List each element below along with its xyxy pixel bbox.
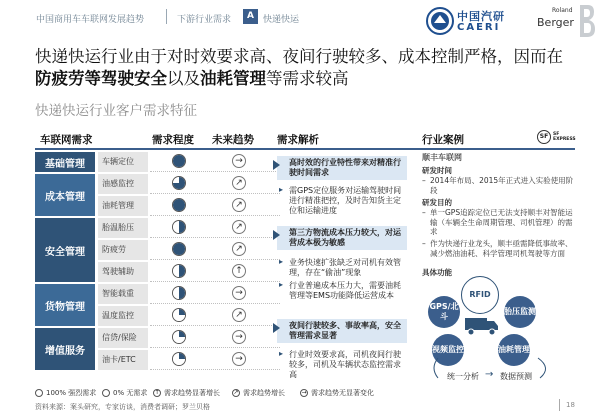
analysis-label: 统一分析	[447, 372, 479, 381]
case-s2-text-2: 作为快递行业龙头，顺丰亟需降低事故率、减少燃油油耗、科学管理司机驾驶等方面	[430, 239, 573, 258]
need-item: 油耗管理	[98, 196, 148, 216]
trend-icon: →	[232, 330, 246, 344]
table-row	[150, 284, 280, 304]
triangle-icon	[273, 160, 280, 170]
col-header-level: 需求程度	[152, 134, 194, 146]
analysis-bullet: 需GPS定位服务对运输驾驶时间进行精准把控，及时告知货主定位和运输进度	[289, 186, 402, 215]
triangle-icon	[273, 230, 280, 240]
col-header-analysis: 需求解析	[277, 134, 319, 146]
subtitle: 快递快运行业客户需求特征	[35, 103, 197, 119]
need-item: 油卡/ETC	[98, 350, 148, 370]
analysis-bullet: 业务快速扩张缺乏对司机有效管理，存在“偷油”现象	[289, 258, 401, 277]
rb-b-icon	[578, 4, 596, 38]
trend-icon: ↗	[232, 176, 246, 190]
case-s2-item-1	[422, 208, 574, 237]
case-s2-text-1: 单一GPS追踪定位已无法支持顺丰对智能运输（车辆全生命周期管理、司机管理）的需求	[430, 208, 573, 236]
category-5: 增值服务	[35, 328, 95, 370]
footer-source: 资料来源：案头研究，专家访谈，消费者调研；罗兰贝格	[35, 403, 210, 411]
caeri-logo	[426, 6, 510, 36]
bullet-icon: –	[422, 176, 426, 185]
bullet-icon: –	[422, 239, 426, 248]
caeri-emblem-icon	[426, 7, 454, 35]
case-s2-item-2	[422, 239, 574, 258]
trend-icon: ↗	[232, 308, 246, 322]
sf-icon: SF	[537, 130, 551, 144]
caeri-logo-en: CAERI	[457, 22, 501, 33]
headline-bold1: 防疲劳等驾驶安全	[35, 69, 167, 88]
need-item: 油感监控	[98, 174, 148, 194]
headline-part3: 等需求较高	[266, 69, 349, 88]
case-section2-title: 研发目的	[422, 198, 452, 207]
demand-level-icon	[172, 264, 186, 278]
demand-level-icon	[172, 330, 186, 344]
video-node: 视频监控	[432, 334, 464, 366]
breadcrumb-separator	[166, 9, 167, 24]
table-row	[150, 196, 280, 216]
predict-label: 数据预测	[500, 372, 532, 381]
col-header-trend: 未来趋势	[212, 134, 254, 146]
table-row	[150, 306, 280, 326]
trend-icon: ↗	[232, 242, 246, 256]
demand-level-icon	[35, 389, 43, 397]
trend-icon: →	[232, 154, 246, 168]
fuel-node: 油耗管理	[498, 334, 530, 366]
case-s1-item	[422, 176, 574, 195]
need-item: 信贷/保险	[98, 328, 148, 348]
need-item: 车辆定位	[98, 152, 148, 172]
legend-trend-icon: →	[301, 389, 307, 396]
trend-icon: ↗	[232, 220, 246, 234]
page-number: 18	[566, 401, 575, 409]
bullet-icon: ▸	[279, 349, 284, 358]
demand-level-icon	[172, 308, 186, 322]
sf-express-logo	[537, 129, 575, 145]
analysis-highlight: 高时效的行业特性带来对精准行驶时间需求	[277, 156, 407, 180]
headline-part1: 快递快运行业由于对时效要求高、夜间行驶较多、成本控制严格，因而在	[35, 47, 563, 66]
top-bar	[0, 0, 600, 40]
category-3: 安全管理	[35, 218, 95, 282]
breadcrumb-item-2: 下游行业需求	[177, 15, 232, 25]
need-item: 防疲劳	[98, 240, 148, 260]
case-section1-title: 研发时间	[422, 166, 452, 175]
gps-node: GPS/北斗	[428, 296, 460, 328]
need-item: 智能载重	[98, 284, 148, 304]
legend-label: 100% 强烈需求	[46, 389, 97, 397]
tire-node: 胎压监测	[504, 296, 536, 328]
table-row	[150, 218, 280, 238]
legend-label: 需求趋势增长	[243, 389, 285, 397]
legend-label: 需求趋势无显著变化	[311, 389, 374, 397]
headline-bold2: 油耗管理	[200, 69, 266, 88]
rb-logo-line1: Roland	[552, 7, 573, 14]
table-row	[150, 262, 280, 282]
case-s1-text: 2014年布局、2015年正式进入实验使用阶段	[430, 176, 574, 195]
rfid-node: RFID	[461, 276, 499, 314]
trend-icon: ↗	[232, 198, 246, 212]
category-1: 基础管理	[35, 152, 95, 172]
breadcrumb-badge: A	[243, 9, 258, 24]
table-row	[150, 152, 280, 172]
analysis-highlight: 夜间行驶较多、事故率高，安全管理需求显著	[277, 319, 407, 343]
header-rule	[35, 148, 575, 150]
breadcrumb-item-1: 中国商用车车联网发展趋势	[36, 15, 145, 25]
analysis-highlight: 第三方物流成本压力较大，对运营成本极为敏感	[277, 226, 407, 250]
legend-label: 0% 无需求	[113, 389, 148, 397]
legend-trend-icon: ↑	[154, 389, 160, 396]
sf-logo-text: SF EXPRESS	[553, 132, 576, 142]
category-2: 成本管理	[35, 174, 95, 216]
need-item: 驾驶辅助	[98, 262, 148, 282]
breadcrumb-item-3: 快递快运	[263, 15, 300, 25]
headline-part2: 以及	[167, 69, 200, 88]
category-4: 货物管理	[35, 284, 95, 326]
roland-berger-logo	[516, 4, 596, 38]
legend-label: 需求趋势显著增长	[164, 389, 220, 397]
bullet-icon: ▸	[279, 280, 284, 289]
trend-icon: →	[232, 286, 246, 300]
table-row	[150, 174, 280, 194]
truck-icon	[464, 314, 500, 336]
page-separator	[559, 399, 560, 411]
demand-level-icon	[102, 389, 110, 397]
trend-icon: →	[232, 352, 246, 366]
table-row	[150, 328, 280, 348]
caeri-logo-cn: 中国汽研	[457, 10, 505, 23]
demand-level-icon	[172, 176, 186, 190]
col-header-need: 车联网需求	[40, 134, 93, 146]
bullet-icon: –	[422, 208, 426, 217]
demand-level-icon	[172, 220, 186, 234]
case-section3-title: 具体功能	[422, 268, 452, 277]
analysis-bullet: 行业时效要求高，司机夜间行驶较多，司机及车辆状态监控需求高	[289, 350, 401, 379]
table-row	[150, 240, 280, 260]
arrow-icon: →	[485, 369, 494, 380]
col-header-case: 行业案例	[422, 134, 464, 146]
rb-logo-line2: Berger	[537, 16, 574, 29]
case-company: 顺丰车联网	[422, 153, 462, 162]
table-row	[150, 350, 280, 370]
need-item: 胎温胎压	[98, 218, 148, 238]
demand-level-icon	[172, 352, 186, 366]
trend-icon: ↑	[232, 264, 246, 278]
analysis-bullet: 行业普遍成本压力大，需要油耗管理等EMS功能降低运营成本	[289, 281, 401, 300]
need-item: 温度监控	[98, 306, 148, 326]
demand-level-icon	[172, 242, 186, 256]
bullet-icon: ▸	[279, 185, 284, 194]
headline	[35, 46, 575, 90]
demand-level-icon	[172, 286, 186, 300]
bullet-icon: ▸	[279, 257, 284, 266]
demand-level-icon	[172, 154, 186, 168]
demand-level-icon	[172, 198, 186, 212]
triangle-icon	[273, 323, 280, 333]
legend-trend-icon: ↗	[233, 389, 239, 396]
